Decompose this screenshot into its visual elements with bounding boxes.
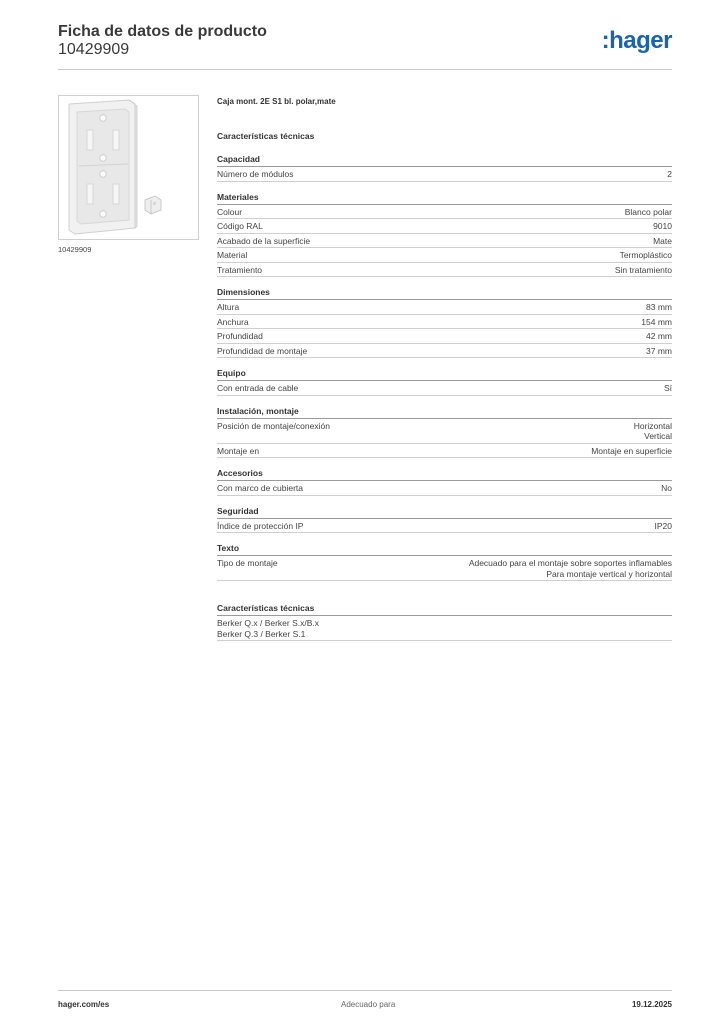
footer-date: 19.12.2025: [631, 1000, 672, 1009]
spec-group-title: Accesorios: [217, 468, 672, 481]
spec-group-title: Equipo: [217, 368, 672, 381]
spec-value: 9010: [653, 221, 672, 231]
spec-value: Sí: [663, 383, 672, 393]
footer-website: hager.com/es: [58, 1000, 110, 1009]
spec-row: [217, 205, 672, 220]
spec-row: [217, 329, 672, 344]
spec-key: Número de módulos: [217, 169, 294, 179]
spec-group: [217, 368, 672, 396]
bottom-tech-section: [217, 603, 672, 641]
spec-value: Adecuado para el montaje sobre soportes inflamables Para montaje vertical y horizontal: [468, 558, 672, 579]
spec-value: No: [661, 483, 672, 493]
spec-key: Con entrada de cable: [217, 383, 299, 393]
product-name: Caja mont. 2E S1 bl. polar,mate: [217, 97, 336, 106]
spec-group-title: Capacidad: [217, 154, 672, 167]
spec-row: [217, 419, 672, 444]
spec-row: [217, 167, 672, 182]
bottom-tech-text: Berker Q.x / Berker S.x/B.x Berker Q.3 / Berker S.1: [217, 616, 672, 641]
spec-value: 37 mm: [646, 345, 672, 356]
spec-key: Anchura: [217, 316, 249, 327]
tech-heading: Características técnicas: [217, 131, 315, 141]
spec-row: [217, 248, 672, 263]
spec-value: 2: [667, 169, 672, 179]
spec-key: Posición de montaje/conexión: [217, 420, 330, 431]
spec-value: Horizontal Vertical: [633, 420, 672, 441]
spec-row: [217, 344, 672, 359]
spec-row: [217, 219, 672, 234]
spec-row: [217, 481, 672, 496]
spec-row: [217, 444, 672, 459]
spec-group: [217, 543, 672, 581]
spec-value: 83 mm: [646, 302, 672, 312]
footer-note: Adecuado para: [341, 1000, 396, 1009]
spec-value: IP20: [654, 520, 672, 531]
spec-row: [217, 519, 672, 534]
spec-row: [217, 381, 672, 396]
spec-key: Colour: [217, 206, 243, 217]
spec-key: Profundidad: [217, 331, 263, 341]
spec-group: [217, 192, 672, 278]
spec-group: [217, 506, 672, 534]
spec-value: Montaje en superficie: [591, 445, 672, 456]
image-caption: 10429909: [58, 245, 92, 254]
spec-key: Tratamiento: [217, 264, 263, 275]
spec-key: Acabado de la superficie: [217, 235, 311, 246]
spec-key: Índice de protección IP: [217, 520, 304, 531]
spec-key: Tipo de montaje: [217, 558, 278, 568]
spec-group: [217, 468, 672, 496]
bottom-tech-title: Características técnicas: [217, 603, 672, 616]
spec-groups: [217, 154, 672, 581]
spec-group-title: Dimensiones: [217, 287, 672, 300]
spec-row: [217, 234, 672, 249]
spec-row: [217, 315, 672, 330]
spec-value: 42 mm: [646, 331, 672, 341]
product-image: [58, 95, 199, 240]
spec-value: Sin tratamiento: [614, 264, 672, 275]
product-details: [217, 96, 672, 641]
spec-group: [217, 154, 672, 182]
page-footer: [58, 990, 672, 1014]
document-title: Ficha de datos de producto: [58, 23, 267, 40]
spec-group: [217, 406, 672, 459]
spec-value: Blanco polar: [624, 206, 672, 217]
spec-row: [217, 300, 672, 315]
spec-group-title: Materiales: [217, 192, 672, 205]
spec-value: 154 mm: [641, 316, 672, 327]
spec-group-title: Texto: [217, 543, 672, 556]
surface-box-illustration: [59, 96, 198, 239]
spec-key: Profundidad de montaje: [217, 345, 308, 356]
spec-value: Termoplástico: [619, 250, 672, 260]
page-header: [58, 22, 672, 70]
spec-key: Material: [217, 250, 248, 260]
spec-row: [217, 556, 672, 581]
hager-logo: :hager: [601, 27, 672, 54]
spec-row: [217, 263, 672, 278]
spec-key: Montaje en: [217, 445, 260, 456]
spec-key: Código RAL: [217, 221, 263, 231]
spec-group-title: Seguridad: [217, 506, 672, 519]
spec-value: Mate: [653, 235, 672, 246]
spec-key: Altura: [217, 302, 240, 312]
spec-group-title: Instalación, montaje: [217, 406, 672, 419]
spec-group: [217, 287, 672, 358]
document-number: 10429909: [58, 41, 130, 58]
spec-key: Con marco de cubierta: [217, 483, 303, 493]
